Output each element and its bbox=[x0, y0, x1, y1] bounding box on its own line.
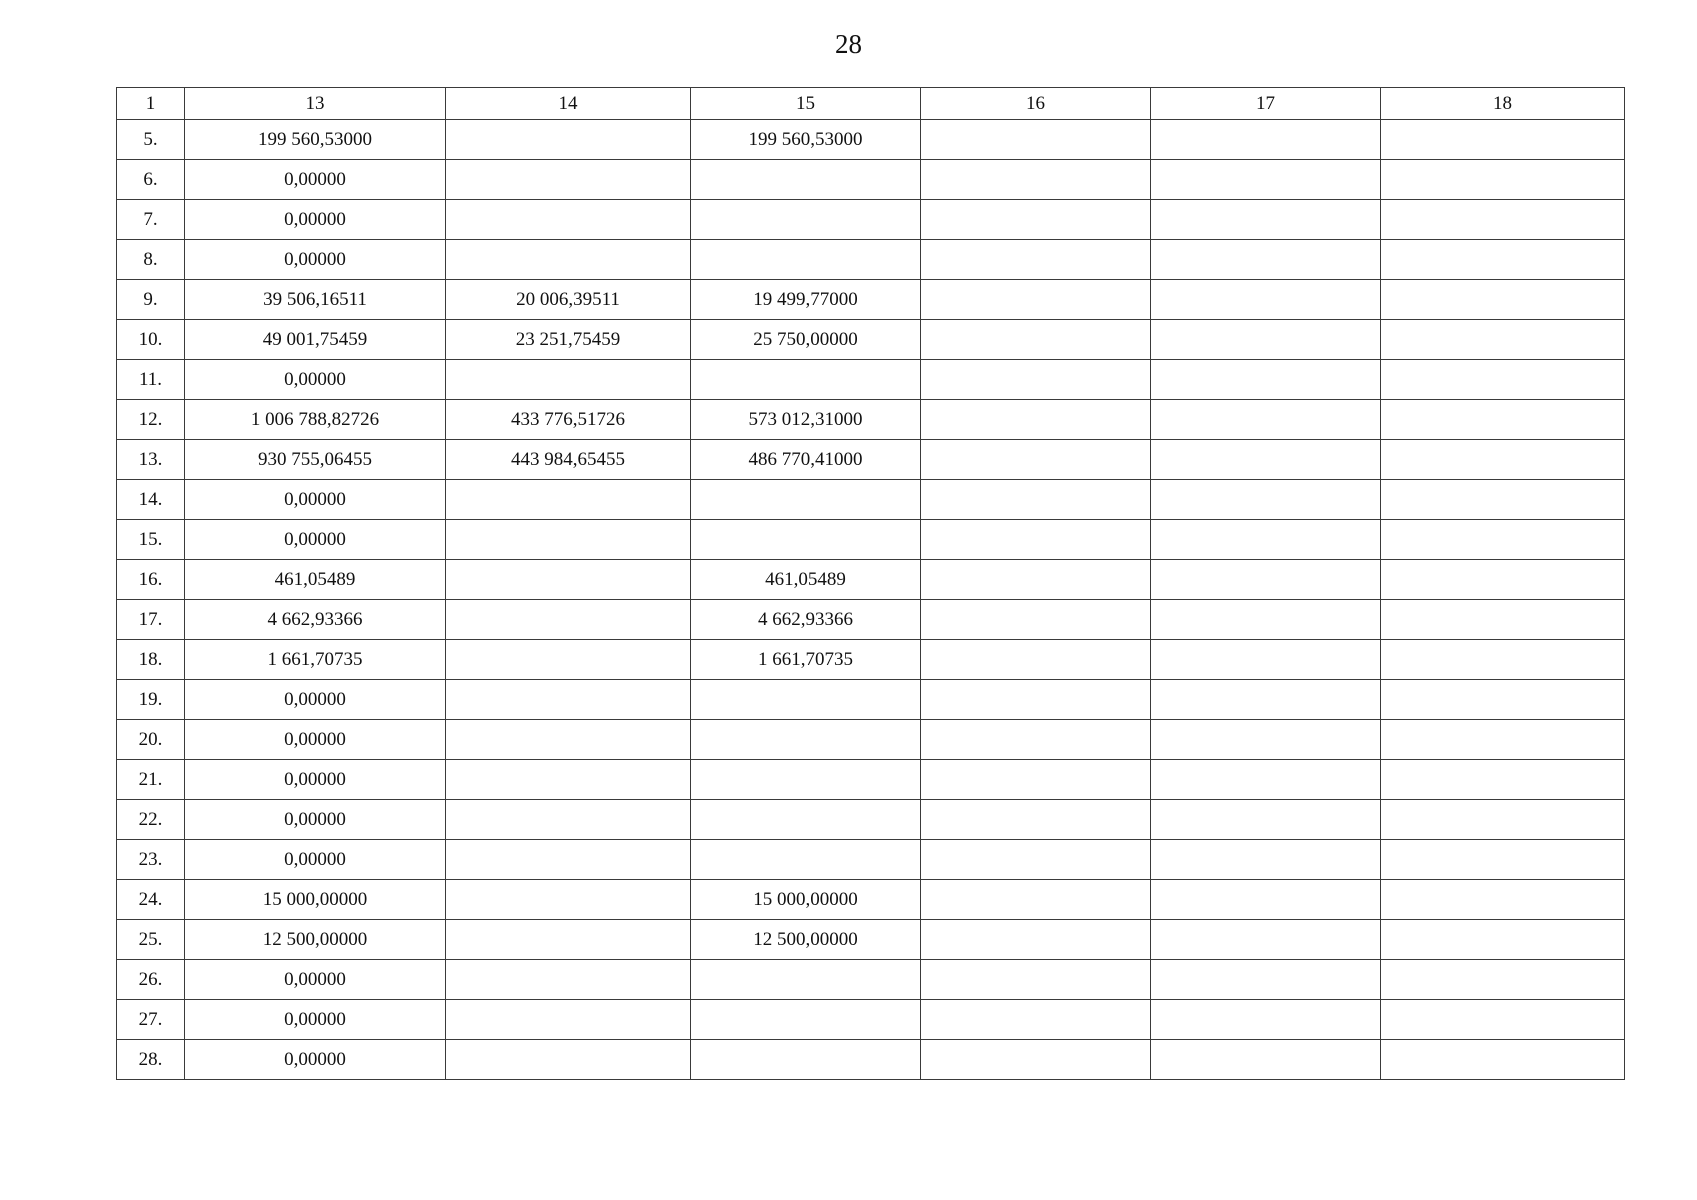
cell-col-18 bbox=[1381, 320, 1625, 360]
cell-col-18 bbox=[1381, 840, 1625, 880]
cell-col-13: 461,05489 bbox=[185, 560, 446, 600]
cell-col-15 bbox=[691, 200, 921, 240]
cell-col-15 bbox=[691, 680, 921, 720]
cell-col-16 bbox=[921, 240, 1151, 280]
table-header-row bbox=[117, 88, 1625, 120]
cell-col-15 bbox=[691, 720, 921, 760]
table-row bbox=[117, 640, 1625, 680]
table-row bbox=[117, 480, 1625, 520]
cell-col-13: 49 001,75459 bbox=[185, 320, 446, 360]
cell-col-18 bbox=[1381, 600, 1625, 640]
cell-col-14 bbox=[446, 640, 691, 680]
table-row bbox=[117, 920, 1625, 960]
cell-col-15: 573 012,31000 bbox=[691, 400, 921, 440]
cell-col-17 bbox=[1151, 480, 1381, 520]
table-row bbox=[117, 880, 1625, 920]
cell-col-18 bbox=[1381, 240, 1625, 280]
cell-col-15 bbox=[691, 1040, 921, 1080]
header-cell-col-18: 18 bbox=[1381, 88, 1625, 120]
cell-col-15 bbox=[691, 800, 921, 840]
cell-col-16 bbox=[921, 160, 1151, 200]
table-row bbox=[117, 520, 1625, 560]
cell-col-15: 1 661,70735 bbox=[691, 640, 921, 680]
cell-col-16 bbox=[921, 960, 1151, 1000]
cell-col-16 bbox=[921, 200, 1151, 240]
table-row bbox=[117, 600, 1625, 640]
cell-col-18 bbox=[1381, 400, 1625, 440]
cell-col-13: 0,00000 bbox=[185, 720, 446, 760]
table-row bbox=[117, 240, 1625, 280]
cell-col-14 bbox=[446, 1040, 691, 1080]
cell-col-14 bbox=[446, 200, 691, 240]
cell-col-15 bbox=[691, 1000, 921, 1040]
cell-col-15: 12 500,00000 bbox=[691, 920, 921, 960]
cell-row-number: 19. bbox=[117, 680, 185, 720]
cell-col-16 bbox=[921, 800, 1151, 840]
cell-col-14 bbox=[446, 720, 691, 760]
cell-col-18 bbox=[1381, 480, 1625, 520]
cell-col-18 bbox=[1381, 520, 1625, 560]
table-row bbox=[117, 680, 1625, 720]
cell-col-17 bbox=[1151, 240, 1381, 280]
cell-row-number: 15. bbox=[117, 520, 185, 560]
cell-col-17 bbox=[1151, 600, 1381, 640]
table-row bbox=[117, 1040, 1625, 1080]
cell-col-17 bbox=[1151, 440, 1381, 480]
cell-col-13: 199 560,53000 bbox=[185, 120, 446, 160]
cell-row-number: 8. bbox=[117, 240, 185, 280]
cell-row-number: 18. bbox=[117, 640, 185, 680]
cell-col-14 bbox=[446, 160, 691, 200]
cell-col-14 bbox=[446, 600, 691, 640]
table-row bbox=[117, 1000, 1625, 1040]
cell-col-16 bbox=[921, 280, 1151, 320]
cell-col-13: 0,00000 bbox=[185, 200, 446, 240]
cell-col-17 bbox=[1151, 1000, 1381, 1040]
cell-col-17 bbox=[1151, 360, 1381, 400]
cell-col-16 bbox=[921, 320, 1151, 360]
cell-col-17 bbox=[1151, 640, 1381, 680]
table-row bbox=[117, 560, 1625, 600]
cell-row-number: 21. bbox=[117, 760, 185, 800]
cell-col-18 bbox=[1381, 200, 1625, 240]
cell-col-17 bbox=[1151, 720, 1381, 760]
cell-col-13: 12 500,00000 bbox=[185, 920, 446, 960]
cell-col-17 bbox=[1151, 680, 1381, 720]
cell-col-17 bbox=[1151, 120, 1381, 160]
cell-col-18 bbox=[1381, 720, 1625, 760]
cell-col-16 bbox=[921, 920, 1151, 960]
cell-col-14 bbox=[446, 1000, 691, 1040]
cell-col-14: 443 984,65455 bbox=[446, 440, 691, 480]
cell-col-16 bbox=[921, 760, 1151, 800]
cell-col-17 bbox=[1151, 400, 1381, 440]
cell-col-14 bbox=[446, 800, 691, 840]
cell-col-14 bbox=[446, 920, 691, 960]
table-row bbox=[117, 960, 1625, 1000]
cell-col-13: 0,00000 bbox=[185, 1040, 446, 1080]
table-row bbox=[117, 840, 1625, 880]
cell-col-14: 23 251,75459 bbox=[446, 320, 691, 360]
cell-col-13: 0,00000 bbox=[185, 800, 446, 840]
cell-col-13: 0,00000 bbox=[185, 160, 446, 200]
cell-col-16 bbox=[921, 840, 1151, 880]
cell-col-16 bbox=[921, 560, 1151, 600]
cell-row-number: 25. bbox=[117, 920, 185, 960]
cell-row-number: 22. bbox=[117, 800, 185, 840]
header-cell-col-13: 13 bbox=[185, 88, 446, 120]
cell-col-16 bbox=[921, 400, 1151, 440]
cell-row-number: 12. bbox=[117, 400, 185, 440]
cell-row-number: 24. bbox=[117, 880, 185, 920]
cell-col-18 bbox=[1381, 760, 1625, 800]
cell-row-number: 27. bbox=[117, 1000, 185, 1040]
cell-col-16 bbox=[921, 120, 1151, 160]
cell-col-17 bbox=[1151, 920, 1381, 960]
cell-col-13: 0,00000 bbox=[185, 240, 446, 280]
cell-col-15 bbox=[691, 760, 921, 800]
cell-col-14: 433 776,51726 bbox=[446, 400, 691, 440]
cell-col-18 bbox=[1381, 960, 1625, 1000]
cell-col-14 bbox=[446, 880, 691, 920]
cell-col-17 bbox=[1151, 760, 1381, 800]
cell-col-17 bbox=[1151, 160, 1381, 200]
cell-col-17 bbox=[1151, 1040, 1381, 1080]
cell-col-16 bbox=[921, 1040, 1151, 1080]
cell-row-number: 13. bbox=[117, 440, 185, 480]
cell-col-15: 461,05489 bbox=[691, 560, 921, 600]
table-row bbox=[117, 280, 1625, 320]
cell-col-13: 39 506,16511 bbox=[185, 280, 446, 320]
cell-row-number: 17. bbox=[117, 600, 185, 640]
cell-col-15: 15 000,00000 bbox=[691, 880, 921, 920]
cell-col-17 bbox=[1151, 560, 1381, 600]
table-row bbox=[117, 360, 1625, 400]
cell-col-18 bbox=[1381, 280, 1625, 320]
cell-col-14 bbox=[446, 760, 691, 800]
cell-col-17 bbox=[1151, 520, 1381, 560]
cell-col-17 bbox=[1151, 200, 1381, 240]
cell-col-14 bbox=[446, 840, 691, 880]
cell-col-16 bbox=[921, 600, 1151, 640]
cell-col-13: 0,00000 bbox=[185, 760, 446, 800]
cell-col-17 bbox=[1151, 320, 1381, 360]
page-number: 28 bbox=[835, 29, 862, 59]
cell-col-16 bbox=[921, 880, 1151, 920]
table-row bbox=[117, 200, 1625, 240]
cell-row-number: 14. bbox=[117, 480, 185, 520]
cell-col-13: 1 006 788,82726 bbox=[185, 400, 446, 440]
cell-col-14 bbox=[446, 240, 691, 280]
cell-col-18 bbox=[1381, 920, 1625, 960]
cell-col-15 bbox=[691, 160, 921, 200]
cell-col-15 bbox=[691, 360, 921, 400]
cell-col-16 bbox=[921, 680, 1151, 720]
cell-col-15: 486 770,41000 bbox=[691, 440, 921, 480]
cell-col-16 bbox=[921, 720, 1151, 760]
cell-col-13: 0,00000 bbox=[185, 520, 446, 560]
cell-col-14: 20 006,39511 bbox=[446, 280, 691, 320]
cell-col-18 bbox=[1381, 1000, 1625, 1040]
cell-col-13: 0,00000 bbox=[185, 480, 446, 520]
cell-row-number: 10. bbox=[117, 320, 185, 360]
cell-row-number: 23. bbox=[117, 840, 185, 880]
cell-col-17 bbox=[1151, 840, 1381, 880]
table-body bbox=[117, 88, 1625, 1080]
table-row bbox=[117, 120, 1625, 160]
cell-col-15: 199 560,53000 bbox=[691, 120, 921, 160]
cell-col-17 bbox=[1151, 880, 1381, 920]
cell-col-13: 4 662,93366 bbox=[185, 600, 446, 640]
cell-col-16 bbox=[921, 520, 1151, 560]
cell-col-14 bbox=[446, 680, 691, 720]
cell-col-15: 25 750,00000 bbox=[691, 320, 921, 360]
cell-col-15 bbox=[691, 480, 921, 520]
cell-col-18 bbox=[1381, 360, 1625, 400]
table-row bbox=[117, 160, 1625, 200]
cell-col-15: 4 662,93366 bbox=[691, 600, 921, 640]
cell-col-14 bbox=[446, 120, 691, 160]
cell-col-18 bbox=[1381, 640, 1625, 680]
cell-row-number: 7. bbox=[117, 200, 185, 240]
cell-col-13: 0,00000 bbox=[185, 1000, 446, 1040]
cell-col-15 bbox=[691, 240, 921, 280]
cell-col-18 bbox=[1381, 680, 1625, 720]
cell-col-18 bbox=[1381, 800, 1625, 840]
cell-col-14 bbox=[446, 360, 691, 400]
table-row bbox=[117, 760, 1625, 800]
cell-col-13: 0,00000 bbox=[185, 360, 446, 400]
cell-col-18 bbox=[1381, 440, 1625, 480]
cell-col-16 bbox=[921, 480, 1151, 520]
cell-row-number: 11. bbox=[117, 360, 185, 400]
cell-col-16 bbox=[921, 640, 1151, 680]
cell-row-number: 5. bbox=[117, 120, 185, 160]
cell-col-16 bbox=[921, 360, 1151, 400]
cell-row-number: 6. bbox=[117, 160, 185, 200]
cell-col-18 bbox=[1381, 160, 1625, 200]
table-row bbox=[117, 400, 1625, 440]
cell-row-number: 20. bbox=[117, 720, 185, 760]
cell-col-13: 1 661,70735 bbox=[185, 640, 446, 680]
cell-col-14 bbox=[446, 520, 691, 560]
cell-col-18 bbox=[1381, 560, 1625, 600]
cell-col-16 bbox=[921, 1000, 1151, 1040]
cell-col-13: 0,00000 bbox=[185, 680, 446, 720]
cell-col-18 bbox=[1381, 120, 1625, 160]
cell-col-13: 15 000,00000 bbox=[185, 880, 446, 920]
cell-col-16 bbox=[921, 440, 1151, 480]
cell-col-14 bbox=[446, 480, 691, 520]
header-cell-col-14: 14 bbox=[446, 88, 691, 120]
cell-col-17 bbox=[1151, 280, 1381, 320]
table-row bbox=[117, 440, 1625, 480]
cell-col-15 bbox=[691, 840, 921, 880]
cell-row-number: 28. bbox=[117, 1040, 185, 1080]
header-cell-row-number: 1 bbox=[117, 88, 185, 120]
cell-row-number: 16. bbox=[117, 560, 185, 600]
cell-col-17 bbox=[1151, 960, 1381, 1000]
table-row bbox=[117, 320, 1625, 360]
cell-col-18 bbox=[1381, 880, 1625, 920]
cell-col-14 bbox=[446, 560, 691, 600]
header-cell-col-16: 16 bbox=[921, 88, 1151, 120]
cell-col-13: 0,00000 bbox=[185, 960, 446, 1000]
cell-row-number: 26. bbox=[117, 960, 185, 1000]
data-table bbox=[116, 87, 1625, 1080]
cell-col-15 bbox=[691, 960, 921, 1000]
cell-row-number: 9. bbox=[117, 280, 185, 320]
cell-col-18 bbox=[1381, 1040, 1625, 1080]
header-cell-col-17: 17 bbox=[1151, 88, 1381, 120]
cell-col-14 bbox=[446, 960, 691, 1000]
table-row bbox=[117, 720, 1625, 760]
header-cell-col-15: 15 bbox=[691, 88, 921, 120]
cell-col-15 bbox=[691, 520, 921, 560]
cell-col-17 bbox=[1151, 800, 1381, 840]
cell-col-13: 930 755,06455 bbox=[185, 440, 446, 480]
cell-col-15: 19 499,77000 bbox=[691, 280, 921, 320]
table-row bbox=[117, 800, 1625, 840]
cell-col-13: 0,00000 bbox=[185, 840, 446, 880]
